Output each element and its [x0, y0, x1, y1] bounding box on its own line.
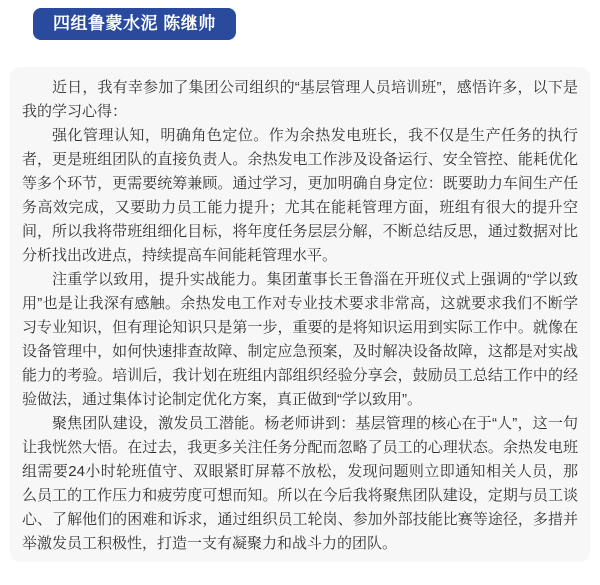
content-panel	[10, 67, 590, 562]
paragraph-management-awareness: 强化管理认知，明确角色定位。作为余热发电班长，我不仅是生产任务的执行者，更是班组团队的直接负责人。余热发电工作涉及设备运行、安全管控、能耗优化等多个环节，更需要统筹兼顾。通过学习，更加明确自身定位：既要助力车间生产任务高效完成，又要助力员工能力提升；尤其在能耗管理方面，班组有很大的提升空间，所以我将带班组细化目标，将年度任务层层分解，不断总结反思，通过数据对比分析找出改进点，持续提高车间能耗管理水平。	[22, 127, 578, 264]
group-author-badge[interactable]: 四组鲁蒙水泥 陈继帅	[33, 8, 236, 40]
paragraph-team-building: 聚焦团队建设，激发员工潜能。杨老师讲到：基层管理的核心在于“人”，这一句让我恍然大悟。在过去，我更多关注任务分配而忽略了员工的心理状态。余热发电班组需要24小时轮班值守、双眼紧盯屏幕不放松，发现问题则立即通知相关人员，那么员工的工作压力和疲劳度可想而知。所以在今后我将聚焦团队建设，定期与员工谈心、了解他们的困难和诉求，通过组织员工轮岗、参加外部技能比赛等途径，多措并举激发员工积极性，打造一支有凝聚力和战斗力的团队。	[22, 415, 578, 552]
paragraph-practical-ability: 注重学以致用，提升实战能力。集团董事长王鲁淄在开班仪式上强调的“学以致用”也是让我深有感触。余热发电工作对专业技术要求非常高，这就要求我们不断学习专业知识，但有理论知识只是第一步，重要的是将知识运用到实际工作中。就像在设备管理中，如何快速排查故障、制定应急预案，及时解决设备故障，这都是对实战能力的考验。培训后，我计划在班组内部组织经验分享会，鼓励员工总结工作中的经验做法，通过集体讨论制定优化方案，真正做到“学以致用”。	[22, 271, 578, 408]
paragraph-intro: 近日，我有幸参加了集团公司组织的“基层管理人员培训班”，感悟许多，以下是我的学习心得：	[22, 79, 578, 120]
